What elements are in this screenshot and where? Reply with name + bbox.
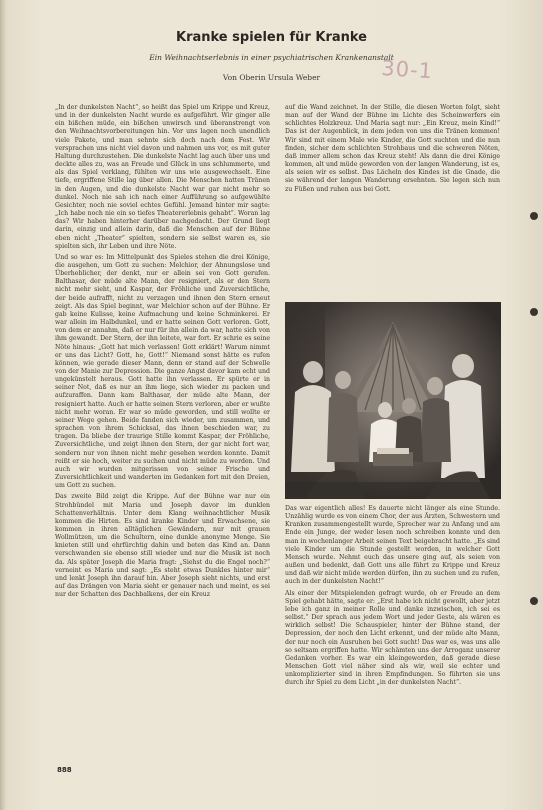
article-author: Von Oberin Ursula Weber <box>222 73 321 82</box>
photo-illustration <box>285 302 501 499</box>
left-column <box>55 104 270 602</box>
right-top-paragraph-1: auf die Wand zeichnet. In der Stille, die diesen Worten folgt, sieht man auf der Wand der Bühne im Lichte des Scheinwerfers ein schlichtes Holzkreuz. Und Maria sagt nur: „Ein Kreuz, mein Kind!“ Das ist der Augenblick, in dem jeden von uns die Tränen kommen! Wir sind mit einem Male wie Kinder, die Gott suchten und die nun finden, sicher dem schlichten Strohbaus und die schweren Nöten, daß immer allem schon das Kreuz steht! Als dann die drei Könige kommen, alt und müde geworden von der langen Wanderung, ist es, als seien wir es selbst. Das Lächeln des Kindes ist die Gnade, die sie während der langen Wanderung ersehnten. Sie legen sich nun zu Füßen und ruhen aus bei Gott. <box>285 104 500 193</box>
article-title: Kranke spielen für Kranke <box>176 30 367 45</box>
right-column-bottom <box>285 505 500 690</box>
nativity-play-photo <box>285 302 501 499</box>
page-edge-shadow <box>0 0 6 810</box>
binder-hole-top <box>530 212 538 220</box>
left-paragraph-3: Das zweite Bild zeigt die Krippe. Auf der Bühne war nur ein Strohbündel mit Maria und Joseph davor im dunklen Schattenverhältnis. Unter dem Klang weihnachtlicher Musik kommen die Hirten. Es sind kranke Kinder und Erwachsene, sie kommen in ihren alltäglichen Gewändern, nur mit grauen Wollmützen, um die Schultern, eine dunkle anonyme Menge. Sie knieten still und ehrfürchtig dahin und beten das Kind an. Dann verschwanden sie ebenso still wieder und nur die Musik ist noch da. Als später Joseph die Maria fragt: „Siehst du die Engel noch?“ verneint es Maria und sagt: „Es steht etwas Dunkles hinter mir“ und lenkt Joseph ihn darauf hin. Aber Joseph sieht nichts, und erst auf das Drängen von Maria sieht er genauer nach und meint, es sei nur der Schatten des Dachbalkens, der ein Kreuz <box>55 493 270 599</box>
binder-hole-middle <box>530 308 538 316</box>
right-column-top <box>285 104 500 197</box>
article-subtitle: Ein Weihnachtserlebnis in einer psychiatrischen Krankenanstalt <box>149 53 394 62</box>
right-bottom-paragraph-2: Als einer der Mitspielenden gefragt wurde, ob er Freude an dem Spiel gehabt hätte, sagte er: „Erst habe ich nicht gewollt, aber jetzt lebe ich ganz in meiner Rolle und danke inzwischen, ich sei es selbst.“ Der sprach aus jedem Wort und jeder Geste, als wären es wirklich selbst! Die Schauspieler, hinter der Bühne stand, der Depression, der noch den Licht erkennt, und der müde alte Mann, der nur noch ein Ausruhen bei Gott sucht! Das war es, was uns alle so seltsam ergriffen hatte. Wir schämten uns der Arroganz unserer Gedanken vorher. Es war ein kleingeworden, daß gerade diese Menschen Gott viel näher sind als wir, weil sie echter und unkomplizierter sind in ihren Empfindungen. So führten sie uns durch ihr Spiel zu dem Licht „in der dunkelsten Nacht“. <box>285 589 500 687</box>
binder-hole-bottom <box>530 597 538 605</box>
right-bottom-paragraph-1: Das war eigentlich alles! Es dauerte nicht länger als eine Stunde. Unzählig wurde es von einem Chor, der aus Ärzten, Schwestern und Kranken zusammengestellt wurde, Sprecher war zu Anfang und am Ende ein Junge, der weder lesen noch schreiben konnte und den man in wochenlanger Arbeit seinen Text beigebracht hatte. „Es sind viele Kinder um die Stunde gestellt worden, in welcher Gott Mensch wurde. Nehmt euch das unsere ging auf, als seien von außen und bedenkt, daß Gott uns alle führt zu Krippe und Kreuz und daß wir nicht müde werden dürfen, ihn zu suchen und zu rufen, auch in der dunkelsten Nacht!“ <box>285 505 500 586</box>
page-number: 888 <box>57 766 72 774</box>
handwritten-note: 30-1 <box>380 55 434 84</box>
left-paragraph-2: Und so war es: Im Mittelpunkt des Spieles stehen die drei Könige, die ausgehen, um Gott zu suchen: Melchior, der Ahnungslose und Überheblicher, der denkt, nur er allein sei von Gott gerufen. Balthasar, der müde alte Mann, der resigniert, als er den Stern nicht mehr sieht, und Kaspar, der Fröhliche und Zuversichtliche, der beide aufrafft, nicht zu verzagen und ihnen den Stern erneut zeigt. Als das Spiel beginnt, war Melchior schon auf der Bühne. Er gab keine Kulisse, keine Aufmachung und keine Schminkerei. Er war allein im Halbdunkel, und er hatte seinen Gott verloren. Gott, von dem er annahm, daß er nur für ihn allein da war, hatte sich von ihm gewandt. Der Stern, der ihn leitete, war fort. Er schrie es seine Nöte hinaus: „Gott hat mich verlassen! Gott erklärt! Warum nimmt er uns das Licht? Gott, he, Gott!“ Niemand sonst hätte es rufen können, wie gerade dieser Mann, denn er stand auf der Schwelle von der Manie zur Depression. Die ganze Angst davor kam echt und ungekünstelt heraus. Gott hatte ihn verlassen. Er spürte er in seiner Not, daß es nur an ihm liege, sich wieder zu packen und aufzuraffen. Dann kam Balthasar, der müde alte Mann, der resigniert hatte. Auch er hatte seinen Stern verloren, aber er wußte nicht mehr woran. Er war so müde geworden, und still wollte er seiner Wege gehen. Beide fanden sich wieder, um zusammen, und sprachen von ihrem Schicksal, das ihnen beschieden war, zu tragen. Da bliebe der traurige Stille kommt Kaspar, der Fröhliche, Zuversichtliche, und zeigt ihnen den Stern, der gar nicht fort war, sondern nur von ihnen nicht mehr gesehen werden konnte. Damit reißt er sie hoch, weiter zu suchen und nicht müde zu werden. Und auch wir wurden mitgerissen von seiner Frische und Zuversichtlichkeit und wanderten im Gedanken fort mit den Dreien, um Gott zu suchen. <box>55 253 270 490</box>
left-paragraph-1: „In der dunkelsten Nacht“, so heißt das Spiel um Krippe und Kreuz, und in der dunkelsten Nacht wurde es aufgeführt. Wir ginger alle ein bißchen müde, ein bißchen unwirsch und überanstrengt von den Weihnachtsvorbereitungen hin. Vor uns lagen noch unendlich viele Pakete, und man sehnte sich doch nach dem Fest. Wir versprachen uns nicht viel davon und nahmen uns vor, es mit guter Haltung durchzustehen. Die dunkelste Nacht lag auch über uns und deckte alles zu, was an Freude und Glück in uns schlummerte, und als das Spiel verklang, fühlten wir uns wie ausgewechselt. Eine tiefe, ergriffene Stille lag über allen. Die Menschen hatten Tränen in den Augen, und die dunkelste Nacht war gar nicht mehr so dunkel. Noch nie sah ich nach einer Aufführung so aufgewühlte Gesichter, noch nie soviel echtes Gefühl. Jemand hinter mir sagte: „Ich habe noch nie ein so tiefes Theatererlebnis gehabt“. Woran lag das? Wir haben hinterher darüber nachgedacht. Der Grund liegt darin, einzig und allein darin, daß die Menschen auf der Bühne eben nicht „Theater“ spielten, sondern sie selbst waren es, sie spielten sich, ihr Leben und ihre Nöte. <box>55 104 270 250</box>
